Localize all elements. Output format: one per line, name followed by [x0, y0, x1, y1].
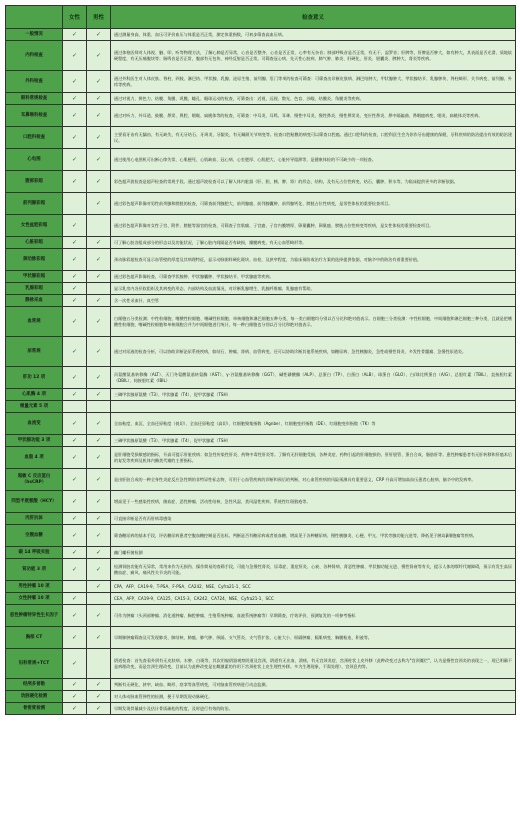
item-name: 血常规 [6, 307, 63, 337]
item-description: 是肝细胞受损敏感的指标，升高可提示肝脏疾病；如急性传染性肝炎、药物中毒性肝炎等。了解有无肝细胞受损，各种炎症、药物引起的肝细胞损伤、肝肝胆管、蛋白合成、脂肪肝等。患性肿瘤患者有无肝转移和肝癌术后的复发等疾病及机体内酶类代谢的主要指标。 [111, 447, 516, 469]
item-name: 超敏 C 反应蛋白（hsCRP） [6, 469, 63, 491]
female-check-mark: ✓ [63, 691, 87, 703]
item-name: 骨密度检测 [6, 703, 63, 715]
table-row [6, 581, 516, 593]
female-check-mark: ✓ [63, 29, 87, 41]
item-name: 甲状腺彩超 [6, 271, 63, 283]
item-description: 阴道检查：首先查看外阴有无皮肤病、水肿、白斑等，其次用窥阴器观察阴道及宫颈，阴道有无出血、溃疡，有无宫颈炎症、宫颈柱状上皮外移（此种改变过去称为"宫颈糜烂"，认为是慢性宫颈炎的表现之一，现已明确不是病理改变，而是宫颈生理改变，目前认为此种改变是在雌激素的作用下宫颈柱状上皮生理性外移。多为生理现象，不需处理）、宫颈息肉等。 [111, 649, 516, 679]
male-check-mark: ✓ [87, 71, 111, 93]
female-check-mark: ✓ [63, 237, 87, 249]
item-name: 血流变 [6, 413, 63, 435]
male-check-mark: ✓ [87, 627, 111, 649]
item-description: 主要看牙齿有无龋齿、有无缺失、有无牙结石、牙周炎、牙龈炎，有无颞颌关节病变等。检查口腔粘膜的病变可以筛查口腔癌。通过口腔科的检查，口腔科医生会为你作牙齿健康的保健，牙科疾病的防治提出有效的防治建议。 [111, 127, 516, 149]
female-check-mark: ✓ [63, 41, 87, 71]
table-row [6, 295, 516, 307]
female-check-mark: ✓ [63, 547, 87, 559]
male-check-mark [87, 649, 111, 679]
female-check-mark: ✓ [63, 491, 87, 513]
item-name: 心肌酶 4 项 [6, 389, 63, 401]
item-description: 判断有无硬化、狭窄、缺血、畸形、痉挛等血管病变，可对脑血管疾病进行动态监测。 [111, 679, 516, 691]
item-name: 心电图 [6, 149, 63, 171]
male-check-mark: ✓ [87, 469, 111, 491]
table-row [6, 29, 516, 41]
table-row [6, 237, 516, 249]
item-name: 腹部彩超 [6, 171, 63, 193]
female-check-mark [63, 193, 87, 215]
table-row [6, 691, 516, 703]
item-name: 外科检查 [6, 71, 63, 93]
female-check-mark: ✓ [63, 149, 87, 171]
male-check-mark: ✓ [87, 559, 111, 581]
item-description: 检测肾脏功能有无异常，常用来作为无损伤、操作简易的查筛手段，可能与急慢性肾炎、尿毒症、重症肝炎、心衰、各种肾病、肾恶性肿瘤、甲状腺功能亢进、慢性肾衰等有关，提示人体的嘌呤代谢障碍，预示有发生高尿酸血症、痛风、痛风性关节炎的可能。 [111, 559, 516, 581]
female-check-mark: ✓ [63, 367, 87, 389]
male-check-mark: ✓ [87, 447, 111, 469]
item-name: 心脏彩超 [6, 237, 63, 249]
item-description: 含一次性采血针、真空管 [111, 295, 516, 307]
checkup-table [5, 5, 516, 715]
table-row [6, 215, 516, 237]
item-description: 通过彩色超声影像对女性子宫、附件、膀胱等器官的检查，可筛查子宫肌瘤、子宫癌、子宫内膜增厚、卵巢囊肿、卵巢癌、膀胱占位性病变等疾病，是女性体检的重要检查项目。 [111, 215, 516, 237]
table-row [6, 447, 516, 469]
male-check-mark: ✓ [87, 127, 111, 149]
item-description: 对人体动脉血管弹性的检测，便于早期发现动脉硬化。 [111, 691, 516, 703]
table-row [6, 627, 516, 649]
female-check-mark: ✓ [63, 469, 87, 491]
female-check-mark: ✓ [63, 171, 87, 193]
item-name: 耳鼻喉科检查 [6, 105, 63, 127]
item-name: 碳 14 呼吸实验 [6, 547, 63, 559]
female-check-mark: ✓ [63, 649, 87, 679]
item-description: 通过对尿液的检查分析，可以协助诊断泌尿系统疾病，如结石、肿瘤、肾病、血管病变，还可以协助诊断其他系统疾病，如糖尿病、急性胰腺炎、急性或慢性肾炎、多发性骨髓瘤、急慢性尿道炎。 [111, 337, 516, 367]
item-description: 全血粘度、血沉、全血还原粘度（低切）、全血还原粘度（高切）、红细胞聚集指数（Agnbe）、红细胞变形指数（DE）、红细胞变形指数（TK）等 [111, 413, 516, 435]
item-name: 微量元素 5 项 [6, 401, 63, 413]
header-female: 女性 [63, 6, 87, 29]
table-row [6, 193, 516, 215]
item-name: 丙肝抗体 [6, 513, 63, 525]
female-check-mark: ✓ [63, 71, 87, 93]
female-check-mark: ✓ [63, 593, 87, 605]
female-check-mark: ✓ [63, 295, 87, 307]
male-check-mark: ✓ [87, 149, 111, 171]
table-row [6, 71, 516, 93]
item-description: 可了解心脏各组成部分的形态以及功能状况，了解心脏内间隔是否有缺损，瓣膜病变，有无心血管畸形等。 [111, 237, 516, 249]
item-name: 男性肿瘤 10 项 [6, 581, 63, 593]
item-description: 通过对视力、辨色力、结膜、角膜、巩膜、瞳孔、眼球运动的检查，可筛查出：近视、远视、散光、色盲、沙眼、结膜炎、角膜炎等疾病。 [111, 93, 516, 105]
header-meaning: 检查意义 [111, 6, 516, 29]
female-check-mark: ✓ [63, 703, 87, 715]
female-check-mark: ✓ [63, 413, 87, 435]
male-check-mark: ✓ [87, 581, 111, 593]
table-row [6, 513, 516, 525]
female-check-mark: ✓ [63, 93, 87, 105]
item-description: 通过外科医生对人体皮肤、脊柱、四肢、淋巴结、甲状腺、乳腺、泌尿生殖、前列腺、肛门等项的检查可筛查：可筛查出诊断皮肤病、淋巴结肿大、甲状腺肿大、甲状腺结节、乳腺肿块、脊柱畸形、关节病变、前列腺、外痔等疾病。 [111, 71, 516, 93]
item-name: 妇科常规+TCT [6, 649, 63, 679]
item-name: 恶性肿瘤特异性生长因子 [6, 605, 63, 627]
table-row [6, 389, 516, 401]
male-check-mark: ✓ [87, 307, 111, 337]
table-row [6, 593, 516, 605]
table-row [6, 401, 516, 413]
item-description: 三碘甲状腺原氨酸（T3）、甲状腺素（T4）、促甲状腺素（TSH） [111, 435, 516, 447]
male-check-mark: ✓ [87, 93, 111, 105]
male-check-mark: ✓ [87, 237, 111, 249]
table-row [6, 283, 516, 295]
male-check-mark: ✓ [87, 271, 111, 283]
male-check-mark: ✓ [87, 295, 111, 307]
header-male: 男性 [87, 6, 111, 29]
item-name: 空腹血糖 [6, 525, 63, 547]
male-check-mark [87, 593, 111, 605]
female-check-mark: ✓ [63, 435, 87, 447]
female-check-mark [63, 581, 87, 593]
table-row [6, 127, 516, 149]
male-check-mark: ✓ [87, 547, 111, 559]
table-row [6, 559, 516, 581]
item-description: 通过测量身高、体重、血压可评价血压与体重是否正常，测定体重指数，可初步筛查高血压病。 [111, 29, 516, 41]
table-row [6, 367, 516, 389]
table-row [6, 171, 516, 193]
table-row [6, 271, 516, 283]
female-check-mark [63, 401, 87, 413]
item-description: 颈动脉彩超检查可显示血管壁的厚度及其病理特征，显示动脉粥样硬化斑块、血栓，及狭窄程度，为临床预防或治疗方案的选择提供依据，对脑卒中的防治有着重要价值。 [111, 249, 516, 271]
female-check-mark: ✓ [63, 283, 87, 295]
female-check-mark: ✓ [63, 627, 87, 649]
item-description: 是由肝脏合成的一种全身性炎症反应急性期的非特异性标志物，可用于心血管疾病的诊断和预后的判断，对心血管疾病的风险预测具有重要意义，CRP 升高可增加高血压患者心脏病、脑卒中的发病率。 [111, 469, 516, 491]
item-name: 静脉采血 [6, 295, 63, 307]
item-name: 乳腺彩超 [6, 283, 63, 295]
female-check-mark: ✓ [63, 605, 87, 627]
item-description: 通过彩色超声影像对男性前列腺和膀胱的检查，可筛查前列腺肥大、前列腺癌、前列腺囊肿、前列腺钙化、膀胱占位性病变，是男性体检的重要检查项目。 [111, 193, 516, 215]
male-check-mark [87, 283, 111, 295]
female-check-mark: ✓ [63, 249, 87, 271]
item-name: 眼科常规检查 [6, 93, 63, 105]
item-name: 同型半胱氨酸（HCY） [6, 491, 63, 513]
item-name: 女性盆腔彩超 [6, 215, 63, 237]
item-name: 肾功能 3 项 [6, 559, 63, 581]
table-row [6, 41, 516, 71]
male-check-mark: ✓ [87, 41, 111, 71]
item-name: 尿常规 [6, 337, 63, 367]
male-check-mark [87, 215, 111, 237]
female-check-mark: ✓ [63, 447, 87, 469]
checkup-table-container [5, 5, 515, 828]
table-row [6, 547, 516, 559]
male-check-mark: ✓ [87, 389, 111, 401]
header-row [6, 6, 516, 29]
header-blank [6, 6, 63, 29]
table-row [6, 105, 516, 127]
table-row [6, 149, 516, 171]
item-description: 丙氨酸氨基转移酶（ALT）、天门冬氨酸氨基转氨酶（AST）、γ-谷氨酰基转移酶（GGT）、碱性磷酸酶（ALP）、总蛋白（TP）、白蛋白（ALB）、球蛋白（GLO）、白/球比例蛋白（A/G）、总胆红素（TBIL）、直接胆红素（DBIL）、间接胆红素（IBIL） [111, 367, 516, 389]
item-description: 筛查糖尿病的基本手段，评估糖尿病患者空腹血糖控制是否达标，判断是否有糖尿病或者低血糖、增高见于各种糖尿病、慢性胰腺炎、心梗、甲亢、甲状旁腺功能亢进等，降低见于胰岛β细胞瘤等疾病。 [111, 525, 516, 547]
item-description: 三碘甲状腺原氨酸（T3）、甲状腺素（T4）、促甲状腺素（TSH） [111, 389, 516, 401]
male-check-mark: ✓ [87, 367, 111, 389]
female-check-mark: ✓ [63, 337, 87, 367]
male-check-mark: ✓ [87, 413, 111, 435]
item-name: 胸部 CT [6, 627, 63, 649]
male-check-mark: ✓ [87, 525, 111, 547]
female-check-mark: ✓ [63, 559, 87, 581]
item-description: 可作为肿瘤（头颈部肿瘤、消化道肿瘤、胸腔肿瘤、生殖系统肿瘤、血液系统肿瘤等）早期筛查，疗效评价，预测复发的一项参考指标 [111, 605, 516, 627]
table-row [6, 649, 516, 679]
item-name: 动脉硬化检测 [6, 691, 63, 703]
item-name: 经颅多普勒 [6, 679, 63, 691]
item-description: 白细胞五分类检测；中性粒细胞、嗜酸性粒细胞、嗜碱性粒细胞、单核细胞和淋巴细胞五种分类，每一类白细胞均分别以百分比和绝对值表示。白细胞三分类检测：中性粒细胞、中间细胞和淋巴细胞三种分类，且就是把嗜酸性粒细胞、嗜碱性粒细胞和单核细胞合并为中间细胞进行统计，每一种白细胞也分别以百分比和绝对值表示。 [111, 307, 516, 337]
male-check-mark: ✓ [87, 703, 111, 715]
item-description: CPA、AFP、CA19-9、T-PSA、F-PSA、CA242、NSE、Cyfra21-1、SCC [111, 581, 516, 593]
male-check-mark: ✓ [87, 105, 111, 127]
item-name: 甲状腺功能 3 项 [6, 435, 63, 447]
table-row [6, 679, 516, 691]
female-check-mark: ✓ [63, 307, 87, 337]
male-check-mark: ✓ [87, 337, 111, 367]
table-row [6, 413, 516, 435]
item-description: 早期发现骨量减少及估计骨质疏松的程度，及时进行有效的防治。 [111, 703, 516, 715]
female-check-mark: ✓ [63, 679, 87, 691]
male-check-mark: ✓ [87, 193, 111, 215]
table-row [6, 307, 516, 337]
female-check-mark: ✓ [63, 271, 87, 283]
checkup-rows [6, 29, 516, 715]
table-row [6, 605, 516, 627]
item-description: 通过使用心电图机可出断心律失常、心肌梗死、心肌缺血、冠心病、心室肥厚、心肌肥大、心脏传导阻滞等，是健康体检的不可缺少的一项检查。 [111, 149, 516, 171]
male-check-mark: ✓ [87, 605, 111, 627]
item-name: 颈动脉彩超 [6, 249, 63, 271]
table-row [6, 435, 516, 447]
item-description [111, 401, 516, 413]
female-check-mark: ✓ [63, 105, 87, 127]
item-description: 幽门螺杆菌检测 [111, 547, 516, 559]
item-description: 通过彩色超声影像检查，可筛查甲状腺肿、甲状腺囊肿、甲状腺结节、甲状腺癌等疾病。 [111, 271, 516, 283]
male-check-mark: ✓ [87, 29, 111, 41]
item-name: 口腔科检查 [6, 127, 63, 149]
table-row [6, 249, 516, 271]
item-name: 血脂 4 项 [6, 447, 63, 469]
female-check-mark: ✓ [63, 127, 87, 149]
male-check-mark: ✓ [87, 171, 111, 193]
table-row [6, 93, 516, 105]
female-check-mark: ✓ [63, 215, 87, 237]
item-description: 显示乳房内各层软组织及其病变的形态、内部结构及血流情况，对诊断乳腺增生、乳腺纤维瘤、乳腺癌有帮助。 [111, 283, 516, 295]
male-check-mark: ✓ [87, 491, 111, 513]
item-name: 前列腺彩超 [6, 193, 63, 215]
item-description: 早期肺肿瘤筛查及可发现肺炎、肺结核、肺癌、肺气肿、纵隔、支气管炎、支气管扩张、心脏大小、纵隔肿瘤、膈肌病变、胸膜粘连、积液等。 [111, 627, 516, 649]
item-name: 肝功 12 项 [6, 367, 63, 389]
item-description: 增高见于一些感染性疾病，菌血症、恶性肿瘤、活动性结核、急性风湿、类风湿性疾病、系统性红斑狼疮等。 [111, 491, 516, 513]
table-row [6, 337, 516, 367]
item-description: 可直接诊断是否有丙肝病毒感染 [111, 513, 516, 525]
table-row [6, 525, 516, 547]
male-check-mark: ✓ [87, 679, 111, 691]
item-description: CEA、AFP、CA19-9、CA125、CA15-3、CA242、CA724、NSE、Cyfra21-1、SCC [111, 593, 516, 605]
male-check-mark: ✓ [87, 249, 111, 271]
item-description: 通过体格医师对人体视、触、叩、听等物理方法，了解心肺是否异常，心音是否整齐、心音是否正常，心率有无杂音；肺部呼吸音是否正常，有无干、湿罗音；肝脾等，肝脾是否肿大，如有肿大，其表面是否光滑、质地软硬程度，有无压痛腹块等；肠鸣音是否正常，腹部有无包块、神经反射是否正常。可筛查冠心病、先天性心脏病、肺气肿、肺炎、肝硬化、肝炎、胆囊炎、脾肿大、肾炎等疾病。 [111, 41, 516, 71]
table-row [6, 469, 516, 491]
item-name: 女性肿瘤 10 项 [6, 593, 63, 605]
male-check-mark: ✓ [87, 435, 111, 447]
item-name: 内科检查 [6, 41, 63, 71]
item-name: 一般情况 [6, 29, 63, 41]
male-check-mark [87, 401, 111, 413]
male-check-mark: ✓ [87, 513, 111, 525]
male-check-mark: ✓ [87, 691, 111, 703]
item-description: 通过对听力、外耳道、鼓膜、鼻窦、鼻腔、咽喉、扁桃体等的检查，可筛查：中耳炎、耳鸣、耳聋、慢性中耳炎、慢性鼻炎、慢性鼻窦炎、变应性鼻炎、鼻中隔偏曲、鼻咽癌病变、咽炎、扁桃体炎等疾病。 [111, 105, 516, 127]
table-row [6, 703, 516, 715]
female-check-mark: ✓ [63, 525, 87, 547]
table-row [6, 491, 516, 513]
item-description: 彩色超声波检查是超声检查的常规手段。通过超声波检查可以了解人体内脏器（肝、胆、胰、脾、肾）的形态、结构，及有无占位性病变、结石、囊肿、积水等，为临床提供更多的诊断依据。 [111, 171, 516, 193]
female-check-mark: ✓ [63, 389, 87, 401]
female-check-mark: ✓ [63, 513, 87, 525]
